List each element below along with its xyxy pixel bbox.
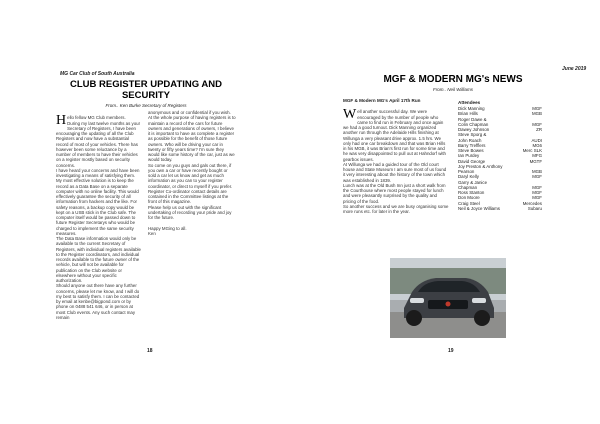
attendee-car: MGF — [532, 184, 542, 190]
attendees-list — [458, 106, 542, 211]
attendee-name: Dawey Johnson — [458, 127, 490, 132]
attendee-car: MFG — [532, 153, 542, 159]
attendee-car: Merc SLK — [522, 148, 542, 153]
attendee-car: MGF — [532, 106, 542, 111]
attendee-name: John Roach — [458, 137, 482, 143]
attendee-name: Brian Hills — [458, 111, 478, 117]
attendee-car: MGTF — [529, 158, 542, 164]
attendee-car: MGF — [532, 195, 542, 201]
run-column-text: ell another successful day. We were encouraged by the number of people who came to find run in February and once again we had a good turnout. Dick Manning organized another run through the Adelaide Hills finishing at Willunga a very pleasant drive approx. 1.5 hrs. We only had one car breakdown and that was Brian Hills in his MGB, it was Brian's first run for some time and he was very disappointed to pull out at Hahndorf with gearbox issues. At Willunga we had a guided tour of the Old court house and State Museum I am sure most of us found it very interesting about the history of the town which was established in 1839. Lunch was at the Old Bush Inn just a short walk from the Courthouse where most people stayed for lunch and were pleasantly surprised by the quality and pricing of the food. So another success and we are busy organising some more runs etc. for later in the year. — [343, 109, 449, 214]
article-title-register: CLUB REGISTER UPDATING AND SECURITY — [70, 79, 222, 101]
attendee-name: Dick Manning — [458, 106, 485, 111]
attendee-car: MGB — [531, 111, 542, 117]
attendee-name: Steve Bowes — [458, 148, 484, 153]
attendee-name: Colin Chapman — [458, 121, 489, 127]
attendee-name: Pearson — [458, 169, 475, 174]
attendee-name: Don Moore — [458, 195, 480, 201]
register-article-column-2: anonymous and or confidential if you wish. At the whole purpose of having registers is to maintain a record of the cars for future owners and generations of owners, I believe it is important to have as complete a register as possible for the benefit of those future owners. Who will be driving your car in twenty or fifty years time? I'm sure they would like some history of the car, just as we would today. So come on you guys and gals out there, if you own a car or have recently bought or sold a car let us know and get as much information as you can to your register coordinator, or direct to myself if you prefer. Register Co-ordinator contact details are contained in the Committee listings at the front of this magazine. Please help us out with the significant undertaking of recording your pride and joy for the future. Happy MGing to all. Ken — [148, 110, 236, 236]
attendee-name: Garry & Janice — [458, 179, 488, 185]
attendee-row — [458, 206, 542, 211]
attendee-name: David George — [458, 158, 486, 164]
attendee-car: MGF — [532, 121, 542, 127]
byline-mgf: From.. Neil Williams — [433, 87, 473, 92]
attendee-car: MGB — [531, 169, 542, 174]
right-page — [300, 0, 600, 424]
issue-date: June 2019 — [562, 66, 587, 72]
mg-car-illustration — [390, 258, 506, 338]
dropcap-h: H — [56, 113, 67, 129]
page-number-left: 18 — [147, 348, 153, 354]
byline-register: From.. Ken Burke Secretary of Registers — [105, 103, 187, 108]
attendee-name: Neil & Joyce Williams — [458, 205, 500, 211]
attendee-name: Ross Stanton — [458, 190, 485, 195]
run-subheading: MGF & Modern MG's April 17th Run — [343, 98, 421, 103]
register-column-1-text: ello fellow MG Club members. During my last twelve months as your Secretary of Registers, I have been encouraging the updating of all the Club Registers and now have a substantial record of most of your vehicles. There has however been some reluctance by a number of members to have their vehicles on a register mostly based on security concerns. I have heard your concerns and have been investigating a means of satisfying them. My most effective solution is to keep the record as a Data Base on a separate computer with no online facility. This would effectively guarantee the security of all information from hackers and the like. For safety reasons, a backup copy would be kept on a USB stick in the Club safe. The computer itself would be passed down to future Register Secretarys who would be charged to implement the same security measures. The Data Base information would only be available to the current Secretary of Registers, with individual registers available to the Register coordinators, and individual records available to the future owner of the vehicle, but will not be available for publication on the Club website or elsewhere without your specific authorization. Should anyone out there have any further concerns, please let me know, and I will do my best to satisfy them. I can be contacted by email at kenbe@bigpond.com or by phone on 0488 541 646, or in person at most Club events. Any such contact may remain — [56, 115, 141, 320]
page-number-right: 19 — [448, 348, 454, 354]
attendee-name: Daryl Kelly — [458, 174, 479, 180]
run-article-column — [343, 104, 449, 214]
dropcap-w: W — [343, 107, 357, 123]
article-title-mgf: MGF & MODERN MG's NEWS — [383, 74, 523, 85]
attendee-car: MGF — [532, 190, 542, 195]
attendee-name: Craig Steel — [458, 200, 480, 206]
attendee-car: AUDI — [531, 137, 542, 143]
attendee-name: Chapman — [458, 184, 478, 190]
attendee-car: Mercedes — [522, 200, 542, 206]
attendee-car: MG6 — [532, 142, 542, 148]
attendee-car: Subaru — [527, 205, 542, 211]
attendee-name: Steve Sporg & — [458, 132, 487, 138]
attendee-name: Barry Trefflers — [458, 142, 486, 148]
attendee-name: Joy Preston & Anthony — [458, 163, 503, 169]
car-photo — [390, 258, 506, 338]
attendees-heading: Attendees — [458, 100, 481, 105]
register-article-column-1 — [56, 110, 141, 320]
attendee-car: ZR — [536, 127, 542, 132]
attendee-name: Roger Dawe & — [458, 116, 487, 122]
club-name: MG Car Club of South Australia — [60, 71, 135, 77]
attendee-car: MGF — [532, 174, 542, 180]
attendee-name: Ian Purdey — [458, 153, 480, 159]
